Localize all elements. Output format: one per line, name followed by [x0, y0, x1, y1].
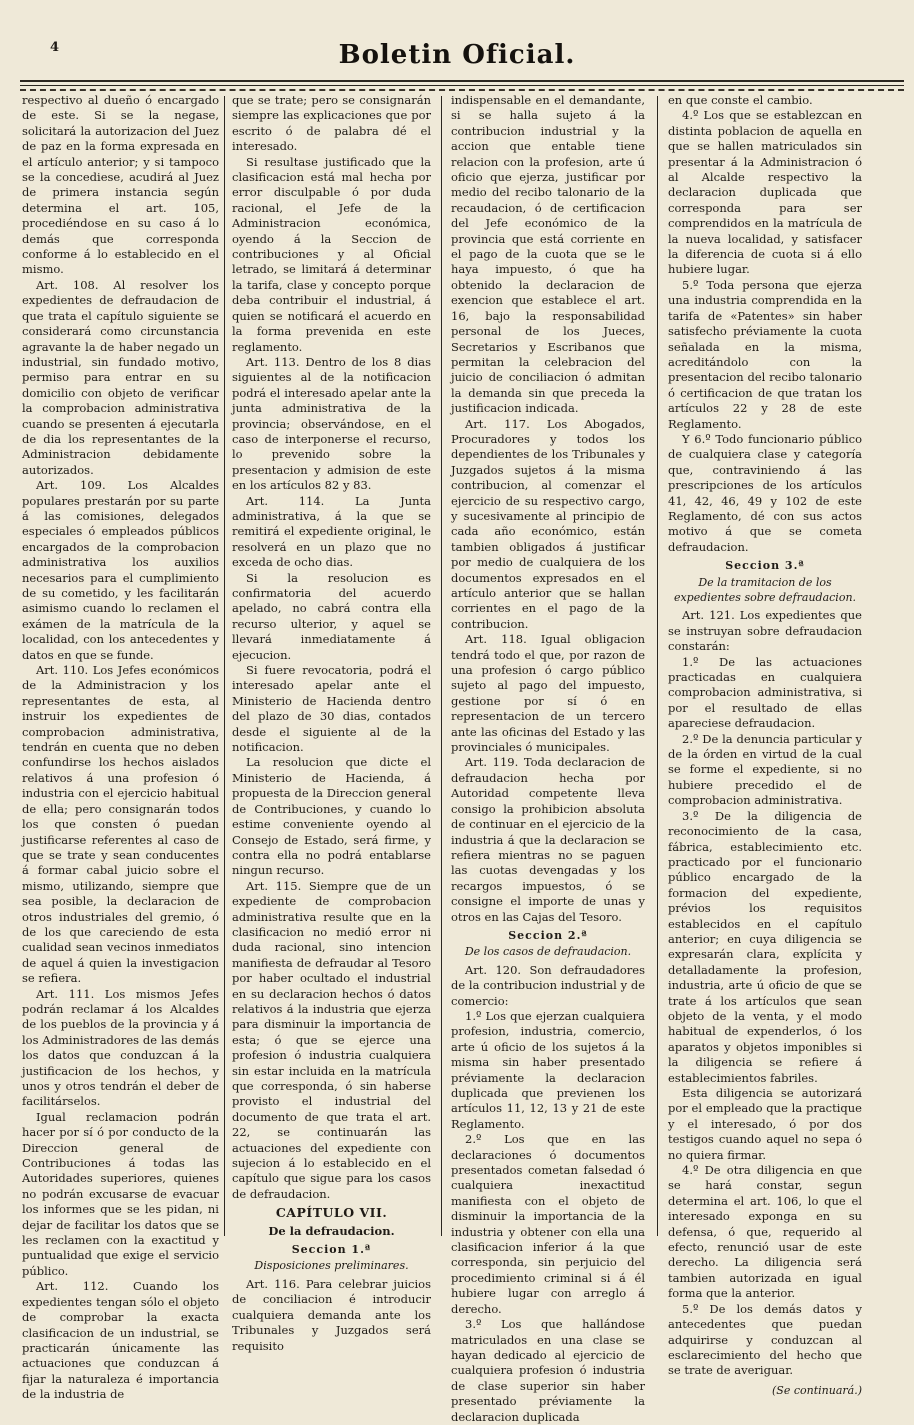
paragraph: 1.º De las actuaciones practicadas en cualquiera comprobacion administrativa, si por el resultado de ellas apareciese defraudacion. [668, 654, 862, 731]
masthead-rule-dashed [20, 89, 904, 91]
paragraph: Art. 110. Los Jefes económicos de la Administracion y los representantes de esta, al instruir los expedientes de comprobacion administrativa, tendrán en cuenta que no deben confundirse los hechos aislados relativos á una profesion ó industria con el ejercicio habitual de ella; pero consignarán todos los que consten ó puedan justificarse referentes al caso de que se trate y sean conducentes á formar cabal juicio sobre el mismo, utilizando, siempre que sea posible, la declaracion de otros industriales del gremio, ó de los que careciendo de esta cualidad sean vecinos inmediatos de aquel á quien la investigacion se refiera. [22, 663, 219, 986]
paragraph: Art. 119. Toda declaracion de defraudacion hecha por Autoridad competente lleva consigo la prohibicion absoluta de continuar en el ejercicio de la industria á que la declaracion se refiera mientras no se paguen las cuotas devengadas y los recargos impuestos, ó se consigne el importe de unas y otros en las Cajas del Tesoro. [451, 755, 645, 924]
paragraph: La resolucion que dicte el Ministerio de Hacienda, á propuesta de la Direccion general de Contribuciones, y cuando lo estime conveniente oyendo al Consejo de Estado, será firme, y contra ella no podrá entablarse ningun recurso. [232, 755, 431, 878]
paragraph: Si la resolucion es confirmatoria del acuerdo apelado, no cabrá contra ella recurso ulterior, y aquel se llevará inmediatamente á ejecucion. [232, 570, 431, 662]
paragraph: Art. 117. Los Abogados, Procuradores y todos los dependientes de los Tribunales y Juzgados sujetos á la misma contribucion, al comenzar el ejercicio de su respectivo cargo, y sucesivamente al principio de cada año económico, están tambien obligados á justificar por medio de cualquiera de los documentos expresados en el artículo anterior que se hallan corrientes en el pago de la contribucion. [451, 416, 645, 631]
paragraph: Art. 114. La Junta administrativa, á la que se remitirá el expediente original, le resolverá en un plazo que no exceda de ocho dias. [232, 493, 431, 570]
paragraph: Si resultase justificado que la clasificacion está mal hecha por error disculpable ó por duda racional, el Jefe de la Administracion económica, oyendo á la Seccion de contribuciones y al Oficial letrado, se limitará á determinar la tarifa, clase y concepto porque deba contribuir el industrial, á quien se notificará el acuerdo en la forma prevenida en este reglamento. [232, 154, 431, 354]
paragraph: indispensable en el demandante, si se halla sujeto á la contribucion industrial y la accion que entable tiene relacion con la profesion, arte ú oficio que ejerza, justificar por medio del recibo talonario de la recaudacion, ó de certificacion del Jefe económico de la provincia que está corriente en el pago de la cuota que se le haya impuesto, ó que ha obtenido la declaracion de exencion que establece el art. 16, bajo la responsabilidad personal de los Jueces, Secretarios y Escribanos que permitan la celebracion del juicio de conciliacion ó admitan la demanda sin que preceda la justificacion indicada. [451, 93, 645, 416]
masthead-rule [20, 80, 904, 82]
text-column-1 [22, 93, 219, 1402]
paragraph: 2.º Los que en las declaraciones ó documentos presentados cometan falsedad ó cualquiera inexactitud manifiesta con el objeto de disminuir la importancia de la industria y obtener con ella una clasificacion inferior á la que corresponda, sin perjuicio del procedimiento criminal si á él hubiere lugar con arreglo á derecho. [451, 1132, 645, 1316]
page-number: 4 [50, 40, 60, 55]
section-subtitle: De la tramitacion de los expedientes sobre defraudacion. [673, 575, 857, 604]
chapter-subtitle: De la defraudacion. [268, 1223, 395, 1238]
paragraph: Art. 115. Siempre que de un expediente de comprobacion administrativa resulte que en la clasificacion no medió error ni duda racional, sino intencion manifiesta de defraudar al Tesoro por haber ocultado el industrial en su declaracion hechos ó datos relativos á la industria que ejerza para disminuir la importancia de esta; ó que se ejerce una profesion ó industria cualquiera sin estar incluida en la matrícula que corresponda, ó sin haberse provisto el industrial del documento de que trata el art. 22, se continuarán las actuaciones del expediente con sujecion á lo establecido en el capítulo que sigue para los casos de defraudacion. [232, 878, 431, 1201]
paragraph: 3.º De la diligencia de reconocimiento de la casa, fábrica, establecimiento etc. practicado por el funcionario público encargado de la formacion del expediente, prévios los requisitos establecidos en el capítulo anterior; en cuya diligencia se expresarán clara, explícita y detalladamente la profesion, industria, arte ú oficio de que se trate á los artículos que sean objeto de la venta, y el modo habitual de expenderlos, ó los aparatos y objetos imponibles si la diligencia se refiere á establecimientos fabriles. [668, 808, 862, 1085]
section-heading: Seccion 2.ª [508, 928, 588, 942]
column-divider [224, 96, 225, 1236]
paragraph: que se trate; pero se consignarán siempre las explicaciones que por escrito ó de palabra dé el interesado. [232, 93, 431, 154]
chapter-heading: CAPÍTULO VII. [275, 1205, 388, 1221]
paragraph: Art. 118. Igual obligacion tendrá todo el que, por razon de una profesion ó cargo público sujeto al pago del impuesto, gestione por sí ó en representacion de un tercero ante las oficinas del Estado y las provinciales ó municipales. [451, 632, 645, 755]
paragraph: Igual reclamacion podrán hacer por sí ó por conducto de la Direccion general de Contribuciones á todas las Autoridades superiores, quienes no podrán excusarse de evacuar los informes que se les pidan, ni dejar de facilitar los datos que se les reclamen con la exactitud y puntualidad que exige el servicio público. [22, 1109, 219, 1278]
paragraph: en que conste el cambio. [668, 93, 813, 107]
paragraph: Si fuere revocatoria, podrá el interesado apelar ante el Ministerio de Hacienda dentro del plazo de 30 dias, contados desde el siguiente al de la notificacion. [232, 663, 431, 755]
paragraph: 5.º Toda persona que ejerza una industria comprendida en la tarifa de «Patentes» sin haber satisfecho préviamente la cuota señalada en la misma, acreditándolo con la presentacion del recibo talonario ó certificacion de que tratan los artículos 22 y 28 de este Reglamento. [668, 277, 862, 431]
text-column-2 [232, 93, 431, 1353]
section-heading: Seccion 1.ª [291, 1243, 372, 1257]
paragraph: 4.º De otra diligencia en que se hará constar, segun determina el art. 106, lo que el interesado exponga en su defensa, ó que, requerido al efecto, renunció usar de este derecho. La diligencia será tambien autorizada en igual forma que la anterior. [668, 1163, 862, 1301]
paragraph: Art. 113. Dentro de los 8 dias siguientes al de la notificacion podrá el interesado apelar ante la junta administrativa de la provincia; observándose, en el caso de interponerse el recurso, lo prevenido sobre la presentacion y admision de este en los artículos 82 y 83. [232, 354, 431, 493]
paragraph: 4.º Los que se establezcan en distinta poblacion de aquella en que se hallen matriculados sin presentar á la Administracion ó al Alcalde respectivo la declaracion duplicada que corresponda para ser comprendidos en la matrícula de la nueva localidad, y satisfacer la diferencia de cuota si á ello hubiere lugar. [668, 108, 862, 277]
paragraph: Art. 116. Para celebrar juicios de conciliacion é introducir cualquiera demanda ante los Tribunales y Juzgados será requisito [232, 1276, 431, 1353]
section-heading: Seccion 3.ª [725, 559, 805, 573]
paragraph: Y 6.º Todo funcionario público de cualquiera clase y categoría que, contraviniendo á las prescripciones de los artículos 41, 42, 46, 49 y 102 de este Reglamento, dé con sus actos motivo á que se cometa defraudacion. [668, 431, 862, 554]
column-divider [657, 96, 658, 1236]
paragraph: Esta diligencia se autorizará por el empleado que la practique y el interesado, ó por dos testigos cuando aquel no sepa ó no quiera firmar. [668, 1086, 862, 1162]
paragraph: Art. 121. Los expedientes que se instruyan sobre defraudacion constarán: [668, 608, 862, 654]
paragraph: 2.º De la denuncia particular y de la órden en virtud de la cual se forme el expediente, si no hubiere precedido el de comprobacion administrativa. [668, 731, 862, 808]
masthead-title: Boletin Oficial. [338, 40, 576, 70]
text-column-3 [451, 93, 645, 1424]
section-subtitle: De los casos de defraudacion. [464, 945, 632, 959]
paragraph: 1.º Los que ejerzan cualquiera profesion, industria, comercio, arte ú oficio de los sujetos á la misma sin haber presentado préviamente la declaracion duplicada que previenen los artículos 11, 12, 13 y 21 de este Reglamento. [451, 1008, 645, 1131]
column-divider [441, 96, 442, 1236]
section-subtitle: Disposiciones preliminares. [254, 1259, 409, 1273]
text-column-4 [668, 93, 862, 1397]
paragraph: Art. 108. Al resolver los expedientes de defraudacion de que trata el capítulo siguiente se considerará como circunstancia agravante la de haber negado un industrial, sin fundado motivo, permiso para entrar en su domicilio con objeto de verificar la comprobacion administrativa cuando se presenten á ejecutarla de dia los representantes de la Administracion debidamente autorizados. [22, 277, 219, 477]
paragraph: Art. 111. Los mismos Jefes podrán reclamar á los Alcaldes de los pueblos de la provincia y á los Administradores de las demás los datos que conduzcan á la justificacion de los hechos, y unos y otros tendrán el deber de facilitárselos. [22, 986, 219, 1109]
paragraph: 5.º De los demás datos y antecedentes que puedan adquirirse y conduzcan al esclarecimiento del hecho que se trate de averiguar. [668, 1301, 862, 1378]
paragraph: Art. 112. Cuando los expedientes tengan sólo el objeto de comprobar la exacta clasificacion de un industrial, se practicarán únicamente las actuaciones que conduzcan á fijar la naturaleza é importancia de la industria de [22, 1279, 219, 1402]
paragraph: Art. 120. Son defraudadores de la contribucion industrial y de comercio: [451, 962, 645, 1008]
paragraph: 3.º Los que hallándose matriculados en una clase se hayan dedicado al ejercicio de cualquiera profesion ó industria de clase superior sin haber presentado préviamente la declaracion duplicada [451, 1317, 645, 1424]
paragraph: respectivo al dueño ó encargado de este. Si se la negase, solicitará la autorizacion del Juez de paz en la forma expresada en el artículo anterior; y si tampoco se la concediese, acudirá al Juez de primera instancia según determina el art. 105, procediéndose en su caso á lo demás que corresponda conforme á lo establecido en el mismo. [22, 93, 219, 277]
masthead-rule-thin [20, 85, 904, 86]
continuation-note: (Se continuará.) [772, 1383, 862, 1397]
paragraph: Art. 109. Los Alcaldes populares prestarán por su parte á las comisiones, delegados especiales ó empleados públicos encargados de la comprobacion administrativa los auxilios necesarios para el cumplimiento de su cometido, y les facilitarán asimismo cuando lo reclamen el exámen de la matrícula de la localidad, con los antecedentes y datos en que se funde. [22, 478, 219, 662]
